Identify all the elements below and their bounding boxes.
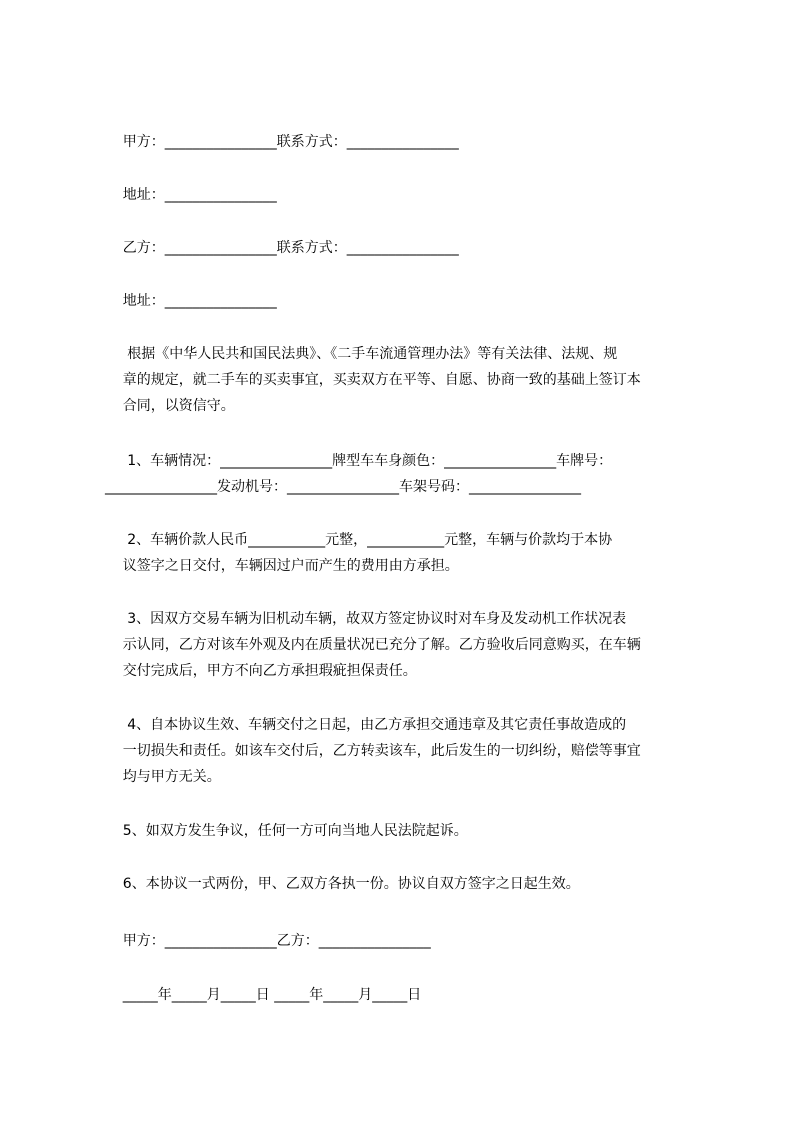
clause-line: 交付完成后，甲方不向乙方承担瑕疵担保责任。 (105, 663, 417, 679)
signature-date-line: _____年_____月_____日 _____年_____月_____日 (105, 987, 422, 1003)
clause-6-copies (105, 871, 700, 897)
clause-2-price (105, 527, 700, 579)
clause-line: 1、车辆情况：________________牌型车车身颜色：________________车牌号： (105, 453, 613, 469)
preamble-paragraph (105, 341, 700, 419)
clause-5-disputes (105, 818, 700, 844)
clause-line: 议签字之日交付，车辆因过户而产生的费用由方承担。 (105, 558, 459, 574)
clause-3-condition (105, 606, 700, 684)
clause-line: 4、自本协议生效、车辆交付之日起，由乙方承担交通违章及其它责任事故造成的 (105, 717, 627, 733)
clause-4-liability (105, 712, 700, 790)
party-b-line: 乙方：________________联系方式：________________ (105, 240, 459, 256)
clause-line: 2、车辆价款人民币___________元整，___________元整，车辆与价款均于本协 (105, 532, 613, 548)
party-a-line: 甲方：________________联系方式：________________ (105, 134, 459, 150)
clause-line: 5、如双方发生争议，任何一方可向当地人民法院起诉。 (105, 823, 468, 839)
party-b-address: 地址：________________ (105, 293, 277, 309)
signature-line: 甲方：________________乙方：________________ (105, 933, 431, 949)
preamble-line: 章的规定，就二手车的买卖事宜，买卖双方在平等、自愿、协商一致的基础上签订本 (105, 372, 641, 388)
party-a-address: 地址：________________ (105, 187, 277, 203)
clause-1-vehicle-info (105, 448, 700, 500)
preamble-line: 合同，以资信守。 (105, 398, 235, 414)
clause-line: 一切损失和责任。如该车交付后，乙方转卖该车，此后发生的一切纠纷，赔偿等事宜 (105, 743, 641, 759)
clause-line: ________________发动机号：________________车架号码：________________ (105, 479, 581, 495)
clause-line: 均与甲方无关。 (105, 769, 221, 785)
clause-line: 6、本协议一式两份，甲、乙双方各执一份。协议自双方签字之日起生效。 (105, 876, 580, 892)
clause-line: 示认同，乙方对该车外观及内在质量状况已充分了解。乙方验收后同意购买，在车辆 (105, 637, 641, 653)
preamble-line: 根据《中华人民共和国民法典》、《二手车流通管理办法》等有关法律、法规、规 (105, 346, 618, 362)
clause-line: 3、因双方交易车辆为旧机动车辆，故双方签定协议时对车身及发动机工作状况表 (105, 611, 627, 627)
